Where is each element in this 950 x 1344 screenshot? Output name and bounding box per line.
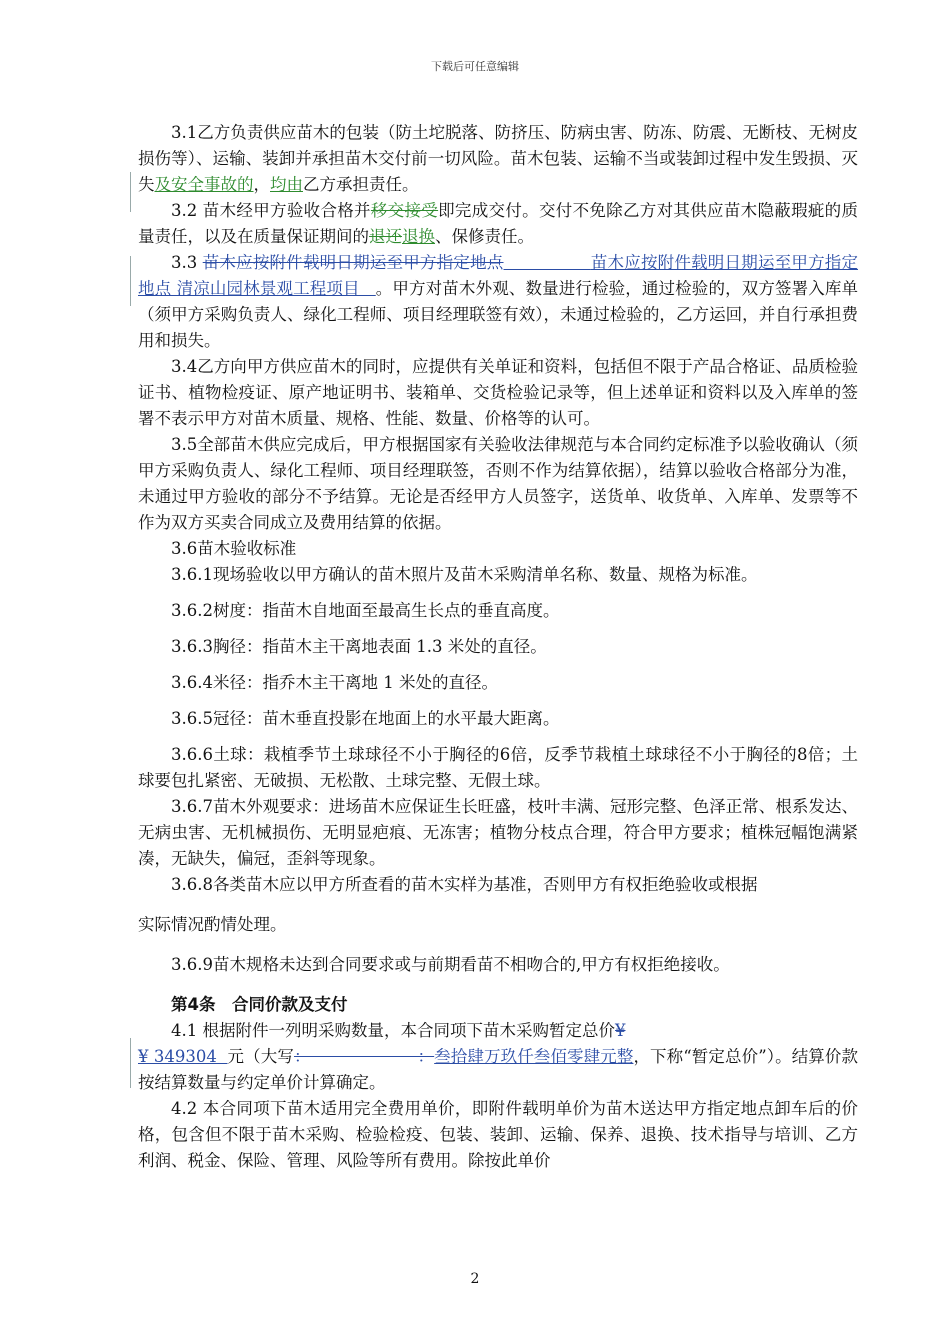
tracked-insertion: ¥ 349304 — [138, 1047, 228, 1066]
clause-3-3 — [138, 250, 858, 354]
tracked-deletion: 移交接受 — [370, 201, 439, 220]
page-number: 2 — [470, 1271, 480, 1287]
page-header: 下载后可任意编辑 — [431, 60, 519, 73]
change-bar — [130, 172, 131, 212]
tracked-insertion: 及安全事故的 — [154, 175, 254, 194]
clause-text: 。甲方对苗木外观、数量进行检验，通过检验的，双方签署入库单（须甲方采购负责人、绿化工程师、项目经理联签有效），未通过检验的，乙方运回，并自行承担费用和损失。 — [138, 279, 859, 350]
clause-3-6-7: 3.6.7苗木外观要求：进场苗木应保证生长旺盛，枝叶丰满、冠形完整、色泽正常、根系发达、无病虫害、无机械损伤、无明显疤痕、无冻害；植物分枝点合理，符合甲方要求；植株冠幅饱满紧凑，无缺失，偏冠，歪斜等现象。 — [138, 797, 858, 868]
clause-text: 即完成交付。交付不免除乙方对其供应苗木隐蔽瑕疵的质量责任，以及在质量保证期间的 — [138, 201, 858, 246]
change-bar — [130, 256, 131, 306]
tracked-insertion: 苗木应按附件载明日期运至甲方指定地点 清凉山园林景观工程项目 — [138, 253, 859, 298]
clause-text: 3.1乙方负责供应苗木的包装（防土坨脱落、防挤压、防病虫害、防冻、防震、无断枝、无树皮损伤等）、运输、装卸并承担苗木交付前一切风险。苗木包装、运输不当或装卸过程中发生毁损、灭失 — [138, 123, 858, 194]
article-4-heading: 第4条 合同价款及支付 — [171, 995, 348, 1014]
clause-3-6-8: 3.6.8各类苗木应以甲方所查看的苗木实样为基准，否则甲方有权拒绝验收或根据 — [171, 875, 758, 894]
clause-text: 、保修责任。 — [435, 227, 534, 246]
clause-3-6-1: 3.6.1现场验收以甲方确认的苗木照片及苗木采购清单名称、数量、规格为标准。 — [171, 565, 758, 584]
tracked-insertion: 退换 — [402, 227, 435, 246]
document-body — [138, 120, 858, 1174]
tracked-deletion: 退还 — [369, 227, 402, 246]
clause-text: 3.2 苗木经甲方验收合格并 — [171, 201, 371, 220]
clause-3-2 — [138, 198, 858, 250]
clause-text: 乙方承担责任。 — [303, 175, 419, 194]
clause-3-6-9: 3.6.9苗木规格未达到合同要求或与前期看苗不相吻合的,甲方有权拒绝接收。 — [171, 955, 730, 974]
tracked-deletion: 苗木应按附件载明日期运至甲方指定地点 — [202, 253, 504, 272]
clause-text: ，下称“暂定总价”）。结算价款按结算数量与约定单价计算确定。 — [138, 1047, 859, 1092]
clause-3-6-4: 3.6.4米径：指乔木主干离地 1 米处的直径。 — [171, 673, 498, 692]
tracked-insertion: 叁拾肆万玖仟叁佰零肆元整 — [434, 1047, 634, 1066]
clause-3-6: 3.6苗木验收标准 — [171, 539, 297, 558]
clause-4-2: 4.2 本合同项下苗木适用完全费用单价，即附件载明单价为苗木送达甲方指定地点卸车后的价格，包含但不限于苗木采购、检验检疫、包装、装卸、运输、保养、退换、技术指导与培训、乙方利润、税金、保险、管理、风险等所有费用。除按此单价 — [138, 1099, 858, 1170]
clause-3-6-3: 3.6.3胸径：指苗木主干离地表面 1.3 米处的直径。 — [171, 637, 547, 656]
clause-3-6-8-continued: 实际情况酌情处理。 — [138, 915, 287, 934]
clause-3-1 — [138, 120, 858, 198]
clause-3-5: 3.5全部苗木供应完成后，甲方根据国家有关验收法律规范与本合同约定标准予以验收确认（须甲方采购负责人、绿化工程师、项目经理联签，否则不作为结算依据），结算以验收合格部分为准，未通过甲方验收的部分不予结算。无论是否经甲方人员签字，送货单、收货单、入库单、发票等不作为双方买卖合同成立及费用结算的依据。 — [138, 435, 858, 532]
clause-4-1 — [138, 1018, 858, 1096]
tracked-insertion — [504, 253, 591, 272]
clause-text: 4.1 根据附件一列明采购数量，本合同项下苗木采购暂定总价 — [171, 1021, 615, 1040]
clause-3-6-2: 3.6.2树度：指苗木自地面至最高生长点的垂直高度。 — [171, 601, 560, 620]
tracked-insertion: 均由 — [270, 175, 303, 194]
change-bar — [130, 1038, 131, 1088]
tracked-deletion: ： ： — [293, 1047, 435, 1066]
tracked-deletion: ¥ — [615, 1021, 626, 1040]
clause-text: ， — [253, 175, 270, 194]
clause-3-6-5: 3.6.5冠径：苗木垂直投影在地面上的水平最大距离。 — [171, 709, 560, 728]
clause-text: 元（大写 — [227, 1047, 294, 1066]
clause-text: 3.3 — [171, 253, 203, 272]
clause-3-6-6: 3.6.6土球：栽植季节土球球径不小于胸径的6倍，反季节栽植土球球径不小于胸径的8倍；土球要包扎紧密、无破损、无松散、土球完整、无假土球。 — [138, 745, 858, 790]
clause-3-4: 3.4乙方向甲方供应苗木的同时，应提供有关单证和资料，包括但不限于产品合格证、品质检验证书、植物检疫证、原产地证明书、装箱单、交货检验记录等，但上述单证和资料以及入库单的签署不表示甲方对苗木质量、规格、性能、数量、价格等的认可。 — [138, 357, 858, 428]
